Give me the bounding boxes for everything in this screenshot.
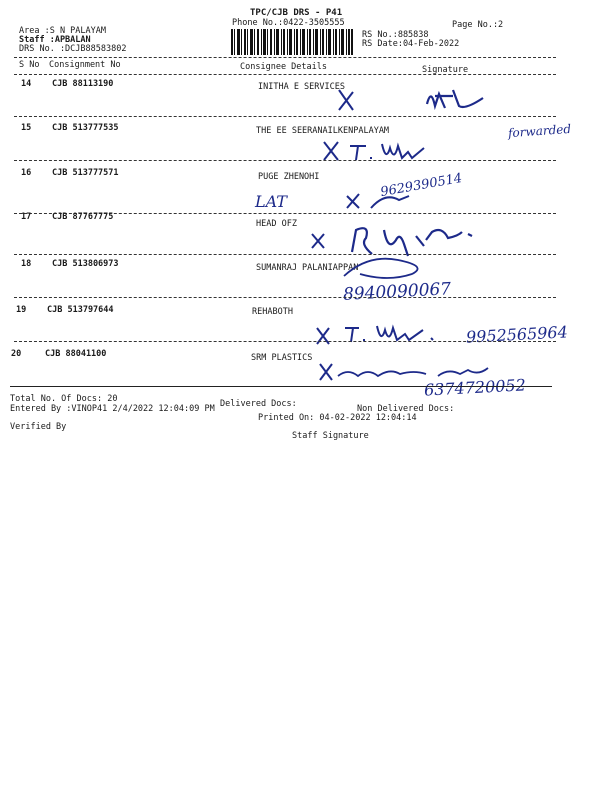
non-delivered-docs: Non Delivered Docs:	[357, 404, 455, 414]
barcode	[231, 29, 353, 55]
row-consignee: HEAD OFZ	[256, 219, 297, 229]
printed-on: Printed On: 04-02-2022 12:04:14	[258, 413, 417, 423]
handwritten-phone: 9629390514	[379, 170, 464, 201]
row-sno: 16	[21, 168, 32, 178]
row-consignee: INITHA E SERVICES	[258, 82, 345, 92]
total-docs: Total No. Of Docs: 20	[10, 394, 118, 404]
phone-number: Phone No.:0422-3505555	[232, 18, 345, 28]
row-consignment: CJB 513797644	[47, 305, 114, 315]
drs-number: DRS No. :DCJB88583802	[19, 44, 127, 54]
handwritten-note: forwarded	[507, 121, 572, 141]
page-number: Page No.:2	[452, 20, 504, 30]
column-signature: Signature	[422, 65, 469, 75]
signature-mark	[338, 250, 438, 284]
row-sno: 19	[16, 305, 27, 315]
row-consignee: THE EE SEERANAILKENPALAYAM	[256, 126, 390, 136]
row-sno: 14	[21, 79, 32, 89]
handwritten-note: LAT	[255, 192, 287, 211]
row-consignment: CJB 88113190	[52, 79, 114, 89]
row-consignment: CJB 513777571	[52, 168, 119, 178]
handwritten-phone: 6374720052	[423, 375, 527, 400]
row-consignment: CJB 513777535	[52, 123, 119, 133]
row-sno: 17	[21, 212, 32, 222]
table-bottom-border	[10, 386, 552, 387]
handwritten-phone: 8940090067	[342, 279, 452, 305]
column-consignment: Consignment No	[49, 60, 121, 70]
row-divider	[14, 116, 556, 117]
row-divider	[14, 160, 556, 161]
row-sno: 20	[11, 349, 22, 359]
row-sno: 15	[21, 123, 32, 133]
area-label: Area :S N PALAYAM	[19, 26, 106, 36]
row-consignee: SUMANRAJ PALANIAPPAN	[256, 263, 359, 273]
handwritten-phone: 9952565964	[465, 322, 569, 347]
row-consignment: CJB 88041100	[45, 349, 107, 359]
document-title: TPC/CJB DRS - P41	[250, 8, 343, 18]
delivered-docs: Delivered Docs:	[220, 399, 297, 409]
row-divider	[14, 254, 556, 255]
header-divider-top	[14, 57, 556, 58]
row-consignee: PUGE ZHENOHI	[258, 172, 320, 182]
row-consignee: SRM PLASTICS	[251, 353, 313, 363]
signature-mark	[345, 190, 415, 212]
rs-date: RS Date:04-Feb-2022	[362, 39, 460, 49]
signature-mark	[313, 320, 443, 348]
verified-by: Verified By	[10, 422, 67, 432]
staff-label: Staff :APBALAN	[19, 35, 91, 45]
column-consignee: Consignee Details	[240, 62, 327, 72]
header-divider-bottom	[14, 74, 556, 75]
rs-number: RS No.:885838	[362, 30, 429, 40]
row-divider	[14, 341, 556, 342]
row-sno: 18	[21, 259, 32, 269]
entered-by: Entered By :VINOP41 2/4/2022 12:04:09 PM	[10, 404, 215, 414]
row-consignment: CJB 87767775	[52, 212, 114, 222]
column-sno: S No	[19, 60, 40, 70]
row-divider	[14, 297, 556, 298]
row-consignee: REHABOTH	[252, 307, 293, 317]
row-consignment: CJB 513806973	[52, 259, 119, 269]
staff-signature: Staff Signature	[292, 431, 369, 441]
signature-mark	[335, 86, 495, 116]
